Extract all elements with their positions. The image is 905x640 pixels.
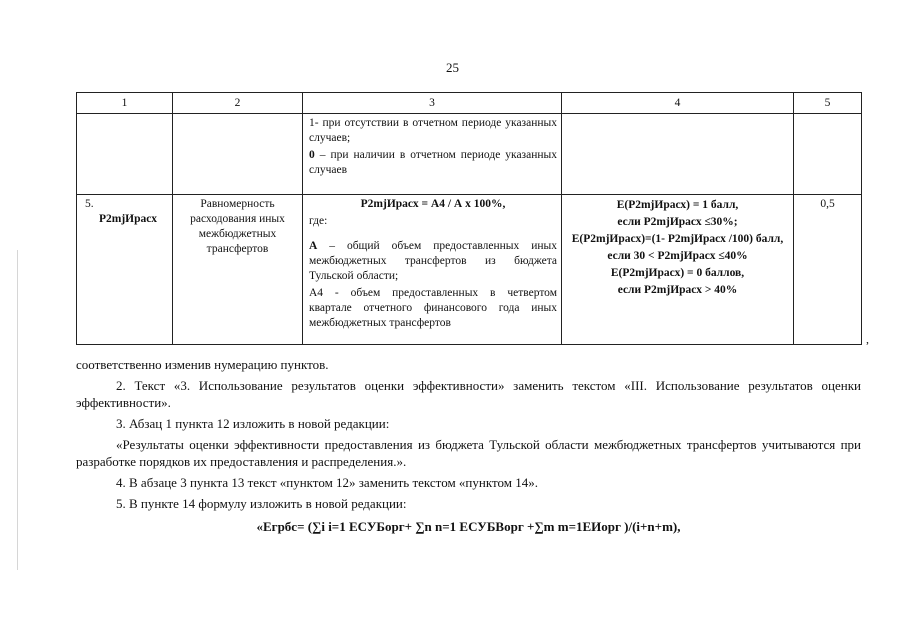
row-number: 5. [85,198,94,210]
weight-value: 0,5 [794,195,862,345]
paragraph: «Результаты оценки эффективности предоставления из бюджета Тульской области межбюджетных трансфертов учитываются при разработке порядков их предоставления и распределения.». [76,437,861,469]
formula: «Eгрбс= (∑i i=1 EСУБорг+ ∑n n=1 EСУБВорг +∑m m=1EИорг )/(i+n+m), [256,519,681,534]
variable-name: А4 [309,287,324,299]
table-cell [173,114,303,195]
table-row [77,195,862,345]
scoring-line: если P2mjИрасх > 40% [617,284,738,296]
header-cell: 3 [303,93,562,114]
formula-where: где: [309,215,328,227]
score-value: 0 [309,149,315,161]
variable-text: – общий объем предоставленных иных межбюджетных трансфертов из бюджета Тульской области; [309,240,557,282]
table-cell [303,114,562,195]
criterion-text [309,148,557,178]
body-text [76,356,861,535]
table-cell [794,114,862,195]
criteria-table [76,92,862,345]
scoring-line: если P2mjИрасх ≤30%; [617,216,738,228]
table-row [77,114,862,195]
variable-definition [309,286,557,331]
paragraph: 4. В абзаце 3 пункта 13 текст «пунктом 12» заменить текстом «пунктом 14». [116,475,538,490]
variable-name: А [309,240,318,252]
margin-line [17,250,18,570]
variable-definition [309,239,557,284]
table-cell [77,114,173,195]
indicator-name: Равномерность расходования иных межбюджетных трансфертов [173,195,303,345]
scoring-line: E(P2mjИрасх)=(1- P2mjИрасх /100) балл, [571,233,784,245]
variable-text: - объем предоставленных в четвертом квартале отчетного финансового года иных межбюджетных трансфертов [309,287,557,329]
scoring-line: E(P2mjИрасх) = 0 баллов, [610,267,745,279]
scoring-line: E(P2mjИрасх) = 1 балл, [616,199,739,211]
table-header-row [77,93,862,114]
header-cell: 4 [562,93,794,114]
header-cell: 5 [794,93,862,114]
paragraph: 2. Текст «3. Использование результатов оценки эффективности» заменить текстом «III. Использование результатов оценки эффективности». [76,378,861,410]
header-cell: 1 [77,93,173,114]
table-cell [303,195,562,345]
trailing-comma: , [866,332,869,346]
scoring-line: если 30 < P2mjИрасх ≤40% [607,250,748,262]
paragraph: 5. В пункте 14 формулу изложить в новой редакции: [116,496,407,511]
indicator-formula: P2mjИрасх = А4 / А х 100%, [360,198,506,210]
page-number: 25 [446,60,459,75]
criterion-text-rest: – при наличии в отчетном периоде указанных случаев [309,149,557,176]
indicator-code: P2mjИрасх [99,213,157,225]
table-cell [562,114,794,195]
table-cell [77,195,173,345]
paragraph: соответственно изменив нумерацию пунктов. [76,357,329,372]
paragraph: 3. Абзац 1 пункта 12 изложить в новой редакции: [116,416,390,431]
criterion-text: 1- при отсутствии в отчетном периоде указанных случаев; [309,117,557,144]
scoring-rules [562,195,794,345]
header-cell: 2 [173,93,303,114]
